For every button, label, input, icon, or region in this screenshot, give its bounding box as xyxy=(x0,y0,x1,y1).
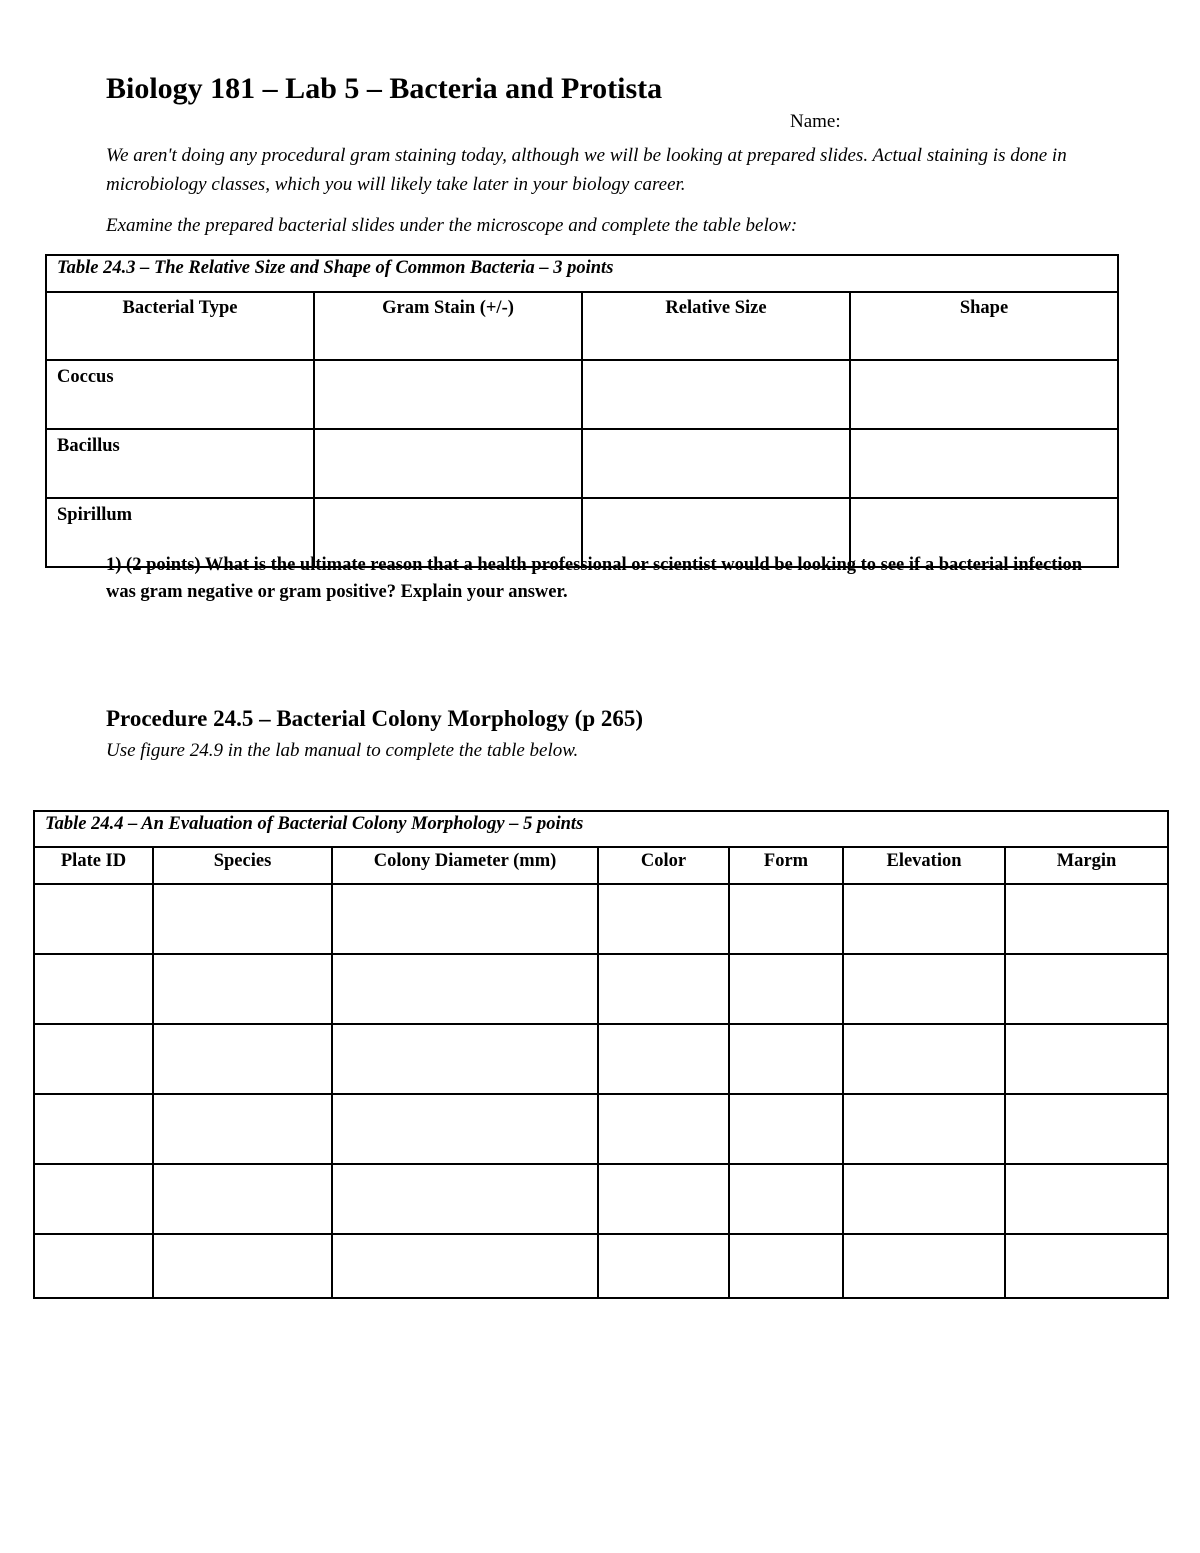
table-caption: Table 24.4 – An Evaluation of Bacterial Colony Morphology – 5 points xyxy=(34,811,1168,847)
column-header-shape: Shape xyxy=(850,292,1118,360)
column-header-species: Species xyxy=(153,847,332,884)
table-row xyxy=(34,954,1168,1024)
table-cell[interactable] xyxy=(34,884,153,954)
question-1: 1) (2 points) What is the ultimate reason that a health professional or scientist would be looking to see if a bacterial infection was gram negative or gram positive? Explain your answer. xyxy=(106,555,1083,602)
table-cell[interactable] xyxy=(843,1164,1005,1234)
table-cell[interactable] xyxy=(1005,1024,1168,1094)
page-title: Biology 181 – Lab 5 – Bacteria and Protista xyxy=(106,72,663,105)
table-cell[interactable] xyxy=(34,1094,153,1164)
bacteria-size-shape-table xyxy=(45,254,1119,568)
table-cell[interactable] xyxy=(153,1024,332,1094)
table-cell[interactable] xyxy=(153,954,332,1024)
table-cell[interactable] xyxy=(843,1234,1005,1298)
shape-cell[interactable] xyxy=(850,360,1118,429)
table-cell[interactable] xyxy=(153,884,332,954)
relative-size-cell[interactable] xyxy=(582,429,850,498)
table-cell[interactable] xyxy=(153,1164,332,1234)
table-cell[interactable] xyxy=(34,954,153,1024)
relative-size-cell[interactable] xyxy=(582,360,850,429)
table-cell[interactable] xyxy=(598,1234,729,1298)
row-label-bacillus: Bacillus xyxy=(46,429,314,498)
table-cell[interactable] xyxy=(729,1094,843,1164)
row-label-coccus: Coccus xyxy=(46,360,314,429)
gram-stain-cell[interactable] xyxy=(314,429,582,498)
gram-stain-cell[interactable] xyxy=(314,360,582,429)
table-cell[interactable] xyxy=(34,1164,153,1234)
name-label: Name: xyxy=(790,111,841,132)
table-cell[interactable] xyxy=(729,1024,843,1094)
table-cell[interactable] xyxy=(729,1234,843,1298)
table-cell[interactable] xyxy=(1005,1164,1168,1234)
colony-morphology-table xyxy=(33,810,1169,1299)
table-cell[interactable] xyxy=(843,1094,1005,1164)
column-header-colony-diameter: Colony Diameter (mm) xyxy=(332,847,598,884)
column-header-form: Form xyxy=(729,847,843,884)
table-cell[interactable] xyxy=(1005,954,1168,1024)
table-cell[interactable] xyxy=(598,1164,729,1234)
table-cell[interactable] xyxy=(332,954,598,1024)
shape-cell[interactable] xyxy=(850,429,1118,498)
table-cell[interactable] xyxy=(1005,1234,1168,1298)
table-row xyxy=(34,1164,1168,1234)
column-header-relative-size: Relative Size xyxy=(582,292,850,360)
table-cell[interactable] xyxy=(729,884,843,954)
table-row xyxy=(46,429,1118,498)
table-cell[interactable] xyxy=(332,1094,598,1164)
column-header-gram-stain: Gram Stain (+/-) xyxy=(314,292,582,360)
instruction-text: Examine the prepared bacterial slides under the microscope and complete the table below: xyxy=(106,215,798,236)
table-caption: Table 24.3 – The Relative Size and Shape of Common Bacteria – 3 points xyxy=(46,255,1118,292)
table-row xyxy=(34,1094,1168,1164)
table-cell[interactable] xyxy=(843,884,1005,954)
table-cell[interactable] xyxy=(332,1164,598,1234)
table-cell[interactable] xyxy=(598,1024,729,1094)
table-cell[interactable] xyxy=(332,1024,598,1094)
table-row xyxy=(46,360,1118,429)
table-cell[interactable] xyxy=(332,1234,598,1298)
column-header-margin: Margin xyxy=(1005,847,1168,884)
table-cell[interactable] xyxy=(843,954,1005,1024)
table-cell[interactable] xyxy=(34,1024,153,1094)
table-cell[interactable] xyxy=(1005,1094,1168,1164)
table-cell[interactable] xyxy=(332,884,598,954)
intro-text: We aren't doing any procedural gram staining today, although we will be looking at prepared slides. Actual staining is done in microbiology classes, which you will likely take later in your biology career. xyxy=(106,145,1067,195)
table-row xyxy=(34,1234,1168,1298)
table-cell[interactable] xyxy=(598,1094,729,1164)
table-cell[interactable] xyxy=(843,1024,1005,1094)
column-header-plate-id: Plate ID xyxy=(34,847,153,884)
table-cell[interactable] xyxy=(153,1234,332,1298)
column-header-elevation: Elevation xyxy=(843,847,1005,884)
column-header-color: Color xyxy=(598,847,729,884)
table-cell[interactable] xyxy=(153,1094,332,1164)
row-label-spirillum: Spirillum xyxy=(46,498,314,567)
table-cell[interactable] xyxy=(729,1164,843,1234)
table-cell[interactable] xyxy=(598,954,729,1024)
table-cell[interactable] xyxy=(598,884,729,954)
column-header-bacterial-type: Bacterial Type xyxy=(46,292,314,360)
table-cell[interactable] xyxy=(34,1234,153,1298)
table-row xyxy=(34,884,1168,954)
procedure-title: Procedure 24.5 – Bacterial Colony Morphology (p 265) xyxy=(106,706,644,731)
procedure-subtitle: Use figure 24.9 in the lab manual to complete the table below. xyxy=(106,740,579,761)
table-cell[interactable] xyxy=(1005,884,1168,954)
table-cell[interactable] xyxy=(729,954,843,1024)
table-row xyxy=(34,1024,1168,1094)
